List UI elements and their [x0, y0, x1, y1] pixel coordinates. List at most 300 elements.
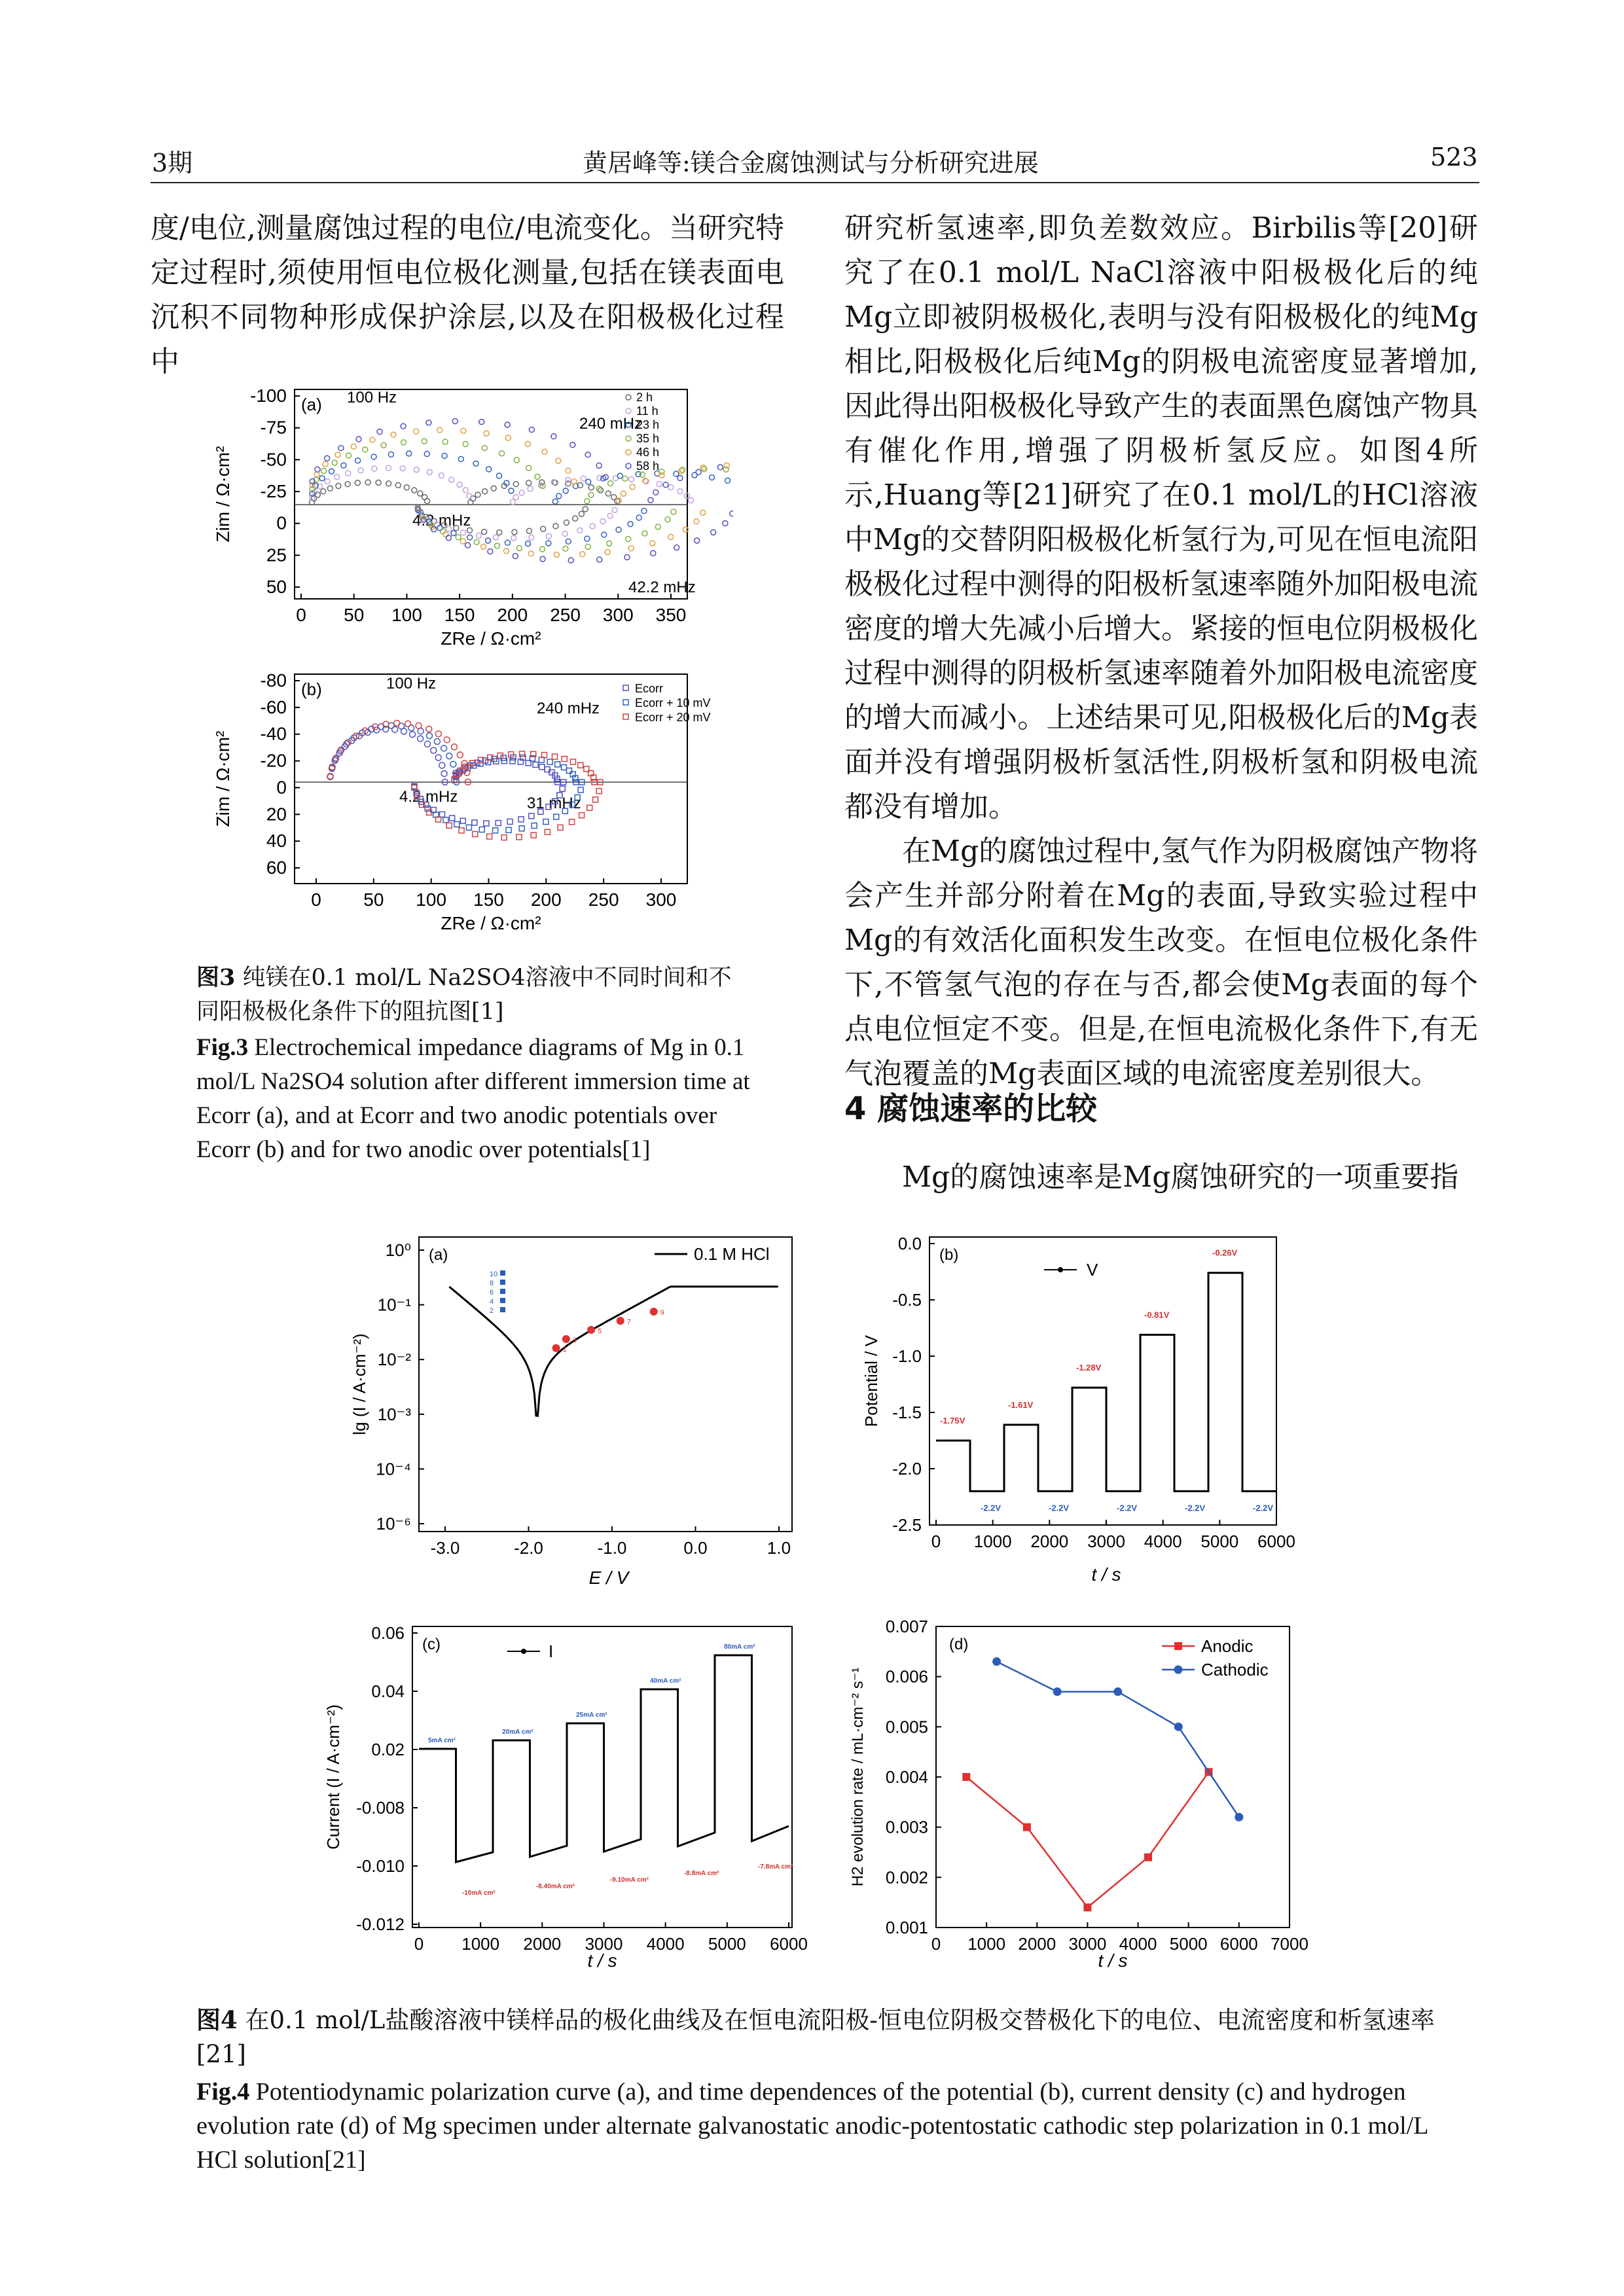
data-point — [467, 493, 472, 499]
data-point — [671, 509, 676, 514]
data-point — [573, 516, 578, 521]
marker-point — [587, 1326, 595, 1334]
fig4b-ylabel: Potential / V — [861, 1335, 881, 1427]
y-tick-label: 0.007 — [885, 1617, 928, 1636]
data-point — [507, 819, 513, 824]
fig4b-xlabel: t / s — [1091, 1564, 1121, 1585]
data-point — [659, 473, 664, 478]
data-point — [372, 466, 377, 471]
data-point — [529, 535, 534, 540]
marker-point — [617, 1317, 624, 1325]
data-point — [585, 544, 590, 549]
y-tick-label: 10⁻¹ — [377, 1295, 411, 1315]
data-point — [473, 461, 478, 466]
data-point — [460, 530, 465, 535]
data-point — [552, 773, 558, 778]
data-point — [568, 558, 573, 563]
data-point-anodic — [1023, 1823, 1031, 1831]
y-tick-label: -100 — [249, 386, 287, 406]
data-point — [404, 485, 409, 490]
data-point — [418, 736, 424, 742]
fig3b-ann-240mhz: 240 mHz — [537, 700, 600, 717]
data-point — [612, 507, 617, 512]
data-point — [505, 540, 510, 545]
data-point — [628, 522, 633, 527]
data-point — [529, 427, 534, 432]
x-tick-label: 0.0 — [683, 1538, 708, 1558]
y-tick-label: 40 — [266, 831, 287, 852]
data-point — [512, 529, 517, 535]
fig4a-chart — [347, 1224, 805, 1597]
data-point — [496, 820, 501, 825]
fig4d-panel: (d) — [949, 1636, 969, 1653]
data-point — [626, 536, 631, 541]
y-tick-label: 0.003 — [885, 1817, 928, 1837]
data-point — [394, 721, 400, 726]
x-tick-label: 5000 — [1169, 1934, 1208, 1954]
data-point — [516, 834, 522, 840]
data-point — [381, 442, 386, 448]
legend-label: Anodic — [1201, 1636, 1254, 1656]
data-point — [503, 548, 509, 554]
data-point — [487, 834, 492, 839]
fig4b-legend: V — [1087, 1260, 1098, 1280]
data-point — [700, 465, 706, 470]
x-tick-label: 150 — [473, 889, 504, 910]
fig4a-panel: (a) — [429, 1246, 448, 1264]
data-point — [452, 419, 458, 424]
data-point — [725, 478, 731, 483]
data-point — [600, 518, 605, 524]
data-point — [583, 507, 588, 512]
x-tick-label: 4000 — [646, 1934, 685, 1954]
data-point — [677, 489, 683, 494]
inset-marker — [500, 1307, 505, 1312]
inset-label: 10 — [490, 1270, 498, 1278]
inset-marker — [500, 1280, 505, 1285]
x-tick-label: 50 — [344, 605, 365, 625]
data-point — [597, 557, 602, 562]
data-point — [321, 468, 327, 473]
y-tick-label: -20 — [260, 750, 287, 771]
data-point — [506, 827, 511, 833]
data-point — [474, 539, 479, 545]
x-tick-label: 7000 — [1271, 1934, 1308, 1954]
inset-label: 4 — [490, 1298, 494, 1306]
y-tick-label: 0.005 — [885, 1717, 928, 1737]
y-tick-label: 0.006 — [885, 1666, 928, 1687]
inset-label: 2 — [490, 1307, 494, 1315]
y-tick-label: -0.5 — [892, 1290, 922, 1310]
x-tick-label: 350 — [655, 605, 687, 625]
data-point-cathodic — [1053, 1687, 1062, 1696]
data-point — [443, 817, 448, 823]
data-point — [511, 535, 516, 541]
data-point — [395, 482, 401, 488]
data-point — [624, 554, 630, 560]
fig3a-panel: (a) — [301, 395, 322, 414]
step-label: -0.81V — [1144, 1310, 1170, 1320]
data-point-anodic — [962, 1773, 970, 1781]
y-tick-label: -0.008 — [356, 1798, 405, 1818]
data-point — [723, 520, 728, 526]
legend-label: 46 h — [636, 446, 660, 459]
data-point — [472, 820, 477, 825]
data-point — [466, 825, 471, 830]
data-point — [560, 786, 565, 791]
data-point — [338, 446, 344, 451]
data-point — [355, 480, 360, 486]
data-point — [564, 520, 569, 525]
data-point — [334, 475, 340, 480]
y-tick-label: 10⁻³ — [377, 1404, 411, 1424]
marker-point — [650, 1308, 658, 1316]
data-point — [585, 452, 590, 457]
right-paragraph-2: 在Mg的腐蚀过程中,氢气作为阴极腐蚀产物将会产生并部分附着在Mg的表面,导致实验过程中Mg的有效活化面积发生改变。在恒电位极化条件下,不管氢气泡的存在与否,都会使Mg表面的每个点电位恒定不变。但是,在恒电流极化条件下,有无气泡覆盖的Mg表面区域的电流密度差别很大。 — [844, 834, 1478, 1090]
x-tick-label: 6000 — [1219, 1934, 1258, 1954]
x-tick-label: 5000 — [1200, 1532, 1239, 1551]
fig4d-ylabel: H2 evolution rate / mL·cm⁻² s⁻¹ — [849, 1667, 867, 1887]
y-tick-label: 50 — [266, 577, 287, 597]
y-tick-label: 0.04 — [371, 1681, 405, 1701]
step-label: -1.75V — [940, 1416, 965, 1426]
anodic-label: 25mA cm² — [576, 1712, 607, 1719]
x-tick-label: 300 — [602, 605, 634, 625]
data-point — [526, 541, 531, 546]
legend-label: Ecorr + 20 mV — [635, 711, 711, 724]
y-tick-label: 0.06 — [371, 1623, 405, 1643]
data-point — [608, 481, 613, 486]
y-tick-label: 10⁻⁴ — [376, 1459, 411, 1479]
data-point — [570, 442, 575, 448]
data-point — [371, 454, 376, 459]
data-point — [665, 517, 670, 522]
fig4a-legend: 0.1 M HCl — [694, 1244, 770, 1264]
data-point — [435, 755, 441, 761]
data-point — [513, 482, 518, 487]
marker-label: 9 — [660, 1309, 664, 1318]
data-point — [494, 535, 499, 540]
data-point — [668, 485, 674, 490]
data-point — [444, 737, 450, 743]
data-point — [435, 731, 441, 737]
fig4c-chart — [314, 1613, 825, 1980]
data-point — [651, 550, 656, 556]
data-point — [539, 547, 545, 552]
data-point — [473, 831, 478, 836]
data-point — [571, 479, 577, 484]
data-point — [562, 531, 568, 537]
y-tick-label: -80 — [260, 670, 287, 691]
data-point — [418, 491, 423, 496]
cathodic-label: -10mA cm² — [461, 1890, 496, 1897]
data-point — [329, 469, 334, 474]
data-point — [668, 534, 674, 539]
data-point — [554, 814, 559, 819]
data-point — [616, 527, 621, 532]
data-point — [439, 762, 445, 768]
data-point — [439, 473, 444, 478]
inset-marker — [500, 1289, 505, 1294]
legend-marker — [1174, 1666, 1183, 1674]
data-point — [424, 452, 429, 457]
data-point — [497, 529, 502, 535]
data-point-anodic — [1083, 1903, 1091, 1911]
data-point — [526, 465, 532, 471]
data-point — [467, 535, 473, 540]
y-tick-label: 0.0 — [897, 1234, 922, 1253]
fig4-caption-cn: 图4 在0.1 mol/L盐酸溶液中镁样品的极化曲线及在恒电流阳极-恒电位阴极交替极化下的电位、电流密度和析氢速率[21] — [196, 2005, 1435, 2068]
fig4a-xlabel: E / V — [588, 1568, 629, 1588]
legend-marker — [626, 450, 631, 455]
data-point — [386, 481, 391, 486]
marker-label: 7 — [626, 1318, 631, 1326]
data-point — [484, 431, 489, 436]
fig3b-ylabel: Zim / Ω·cm² — [213, 730, 233, 827]
y-tick-label: 10⁰ — [385, 1240, 411, 1260]
data-point — [345, 740, 351, 745]
legend-label: Ecorr — [635, 682, 664, 695]
data-point — [479, 827, 484, 832]
data-point — [585, 536, 590, 541]
data-point — [543, 819, 549, 825]
legend-marker — [626, 463, 631, 469]
x-tick-label: 1000 — [461, 1934, 500, 1954]
data-point — [657, 482, 662, 487]
anodic-label: 40mA cm² — [650, 1677, 681, 1685]
data-point — [499, 451, 505, 456]
fig4d-chart — [844, 1613, 1316, 1980]
y-tick-label: 0 — [276, 777, 287, 798]
data-point — [391, 432, 396, 437]
inset-label: 8 — [490, 1280, 494, 1287]
data-point — [456, 535, 461, 540]
data-point — [425, 741, 431, 747]
y-tick-label: 0.002 — [885, 1867, 928, 1888]
fig3a-ylabel: Zim / Ω·cm² — [213, 446, 233, 543]
data-point — [405, 721, 411, 726]
anodic-label: 5mA cm² — [428, 1737, 456, 1744]
y-tick-label: 0 — [276, 512, 287, 533]
cathodic-label: -7.8mA cm² — [757, 1863, 793, 1871]
data-point — [587, 805, 592, 810]
data-point — [730, 511, 733, 516]
data-point — [422, 439, 427, 444]
data-point — [457, 482, 462, 487]
data-point — [532, 823, 537, 828]
x-tick-label: 0 — [931, 1934, 941, 1954]
right-paragraph-1: 研究析氢速率,即负差数效应。Birbilis等[20]研究了在0.1 mol/L NaCl溶液中阳极极化后的纯Mg立即被阴极极化,表明与没有阳极极化的纯Mg相比,阳极极化后纯Mg的阴极电流密度显著增加,因此得出阳极极化导致产生的表面黑色腐蚀产物具有催化作用,增强了阴极析氢反应。如图4所示,Huang等[21]研究了在0.1 mol/L的HCl溶液中Mg的交替阴阳极极化析氢行为,可见在恒电流阳极极化过程中测得的阳极析氢速率随外加阳极电流密度的增大先减小后增大。紧接的恒电位阴极极化过程中测得的阴极析氢速率随着外加阳极电流密度的增大而减小。上述结果可见,阳极极化后的Mg表面并没有增强阴极析氢活性,阴极析氢和阴极电流都没有增加。 — [844, 211, 1478, 823]
data-point — [628, 476, 634, 482]
data-point — [484, 821, 489, 826]
data-point — [460, 539, 465, 544]
y-tick-label: -60 — [260, 696, 287, 717]
data-point — [377, 429, 382, 435]
data-point — [327, 486, 333, 491]
data-point — [679, 469, 684, 474]
data-point — [392, 726, 398, 732]
data-point — [463, 488, 468, 493]
data-point — [630, 484, 635, 490]
data-point — [605, 549, 610, 554]
x-tick-label: 1000 — [967, 1934, 1006, 1954]
data-point — [581, 476, 586, 481]
x-tick-label: 300 — [645, 889, 677, 910]
y-tick-label: 0.004 — [885, 1767, 928, 1787]
data-point — [528, 486, 533, 492]
data-point — [431, 747, 437, 753]
data-point — [642, 531, 647, 536]
data-point — [578, 762, 583, 768]
data-point — [482, 445, 487, 450]
data-point — [696, 469, 701, 475]
header-title: 黄居峰等:镁合金腐蚀测试与分析研究进展 — [583, 149, 1039, 177]
data-point — [628, 546, 634, 551]
x-tick-label: 50 — [363, 889, 384, 910]
data-point — [401, 440, 406, 445]
data-point — [513, 554, 518, 559]
data-point — [401, 423, 406, 429]
x-tick-label: 4000 — [1144, 1532, 1182, 1551]
data-point — [514, 457, 519, 463]
x-tick-label: 5000 — [708, 1934, 746, 1954]
data-point — [425, 806, 430, 811]
x-tick-label: 6000 — [1257, 1532, 1295, 1551]
data-point — [513, 495, 518, 500]
data-point — [482, 529, 487, 535]
data-point — [410, 732, 416, 738]
data-point — [480, 544, 486, 549]
data-point — [319, 476, 325, 481]
data-point — [358, 468, 363, 473]
x-tick-label: 150 — [444, 605, 475, 625]
data-point — [540, 484, 545, 489]
data-point — [590, 524, 595, 529]
data-point-cathodic — [992, 1657, 1001, 1666]
data-point — [653, 490, 659, 495]
fig3b-ann-31mhz: 31 mHz — [527, 795, 581, 812]
data-point — [477, 533, 482, 538]
cathodic-label: -9.10mA cm² — [609, 1876, 649, 1884]
y-tick-label: -50 — [260, 449, 287, 470]
data-point — [325, 478, 330, 484]
data-point — [475, 492, 480, 497]
data-point — [519, 826, 524, 831]
data-point — [486, 467, 492, 472]
data-point — [450, 816, 455, 821]
hold-label: -2.2V — [1117, 1503, 1138, 1513]
data-point — [346, 453, 352, 458]
data-point — [621, 491, 626, 496]
marker-label: 3 — [572, 1336, 577, 1344]
y-tick-label: 60 — [266, 857, 287, 878]
data-point — [441, 745, 447, 751]
data-point — [426, 726, 432, 732]
y-tick-label: -75 — [260, 417, 287, 438]
data-point — [414, 467, 419, 473]
data-point — [516, 545, 522, 550]
y-tick-label: -0.012 — [356, 1914, 405, 1934]
hold-label: -2.2V — [1253, 1503, 1274, 1513]
data-point — [555, 762, 560, 767]
fig3a-ann-100hz: 100 Hz — [347, 389, 397, 406]
data-point — [552, 754, 557, 759]
data-point — [545, 829, 550, 834]
data-point — [566, 468, 571, 473]
legend-marker — [623, 714, 628, 719]
legend-label: 11 h — [636, 404, 659, 418]
data-point — [641, 509, 647, 514]
data-point — [341, 463, 346, 468]
data-point — [442, 439, 448, 444]
fig3-caption-cn: 图3 纯镁在0.1 mol/L Na2SO4溶液中不同时间和不同阳极极化条件下的阻抗图[1] — [196, 964, 732, 1025]
data-point — [546, 541, 551, 546]
data-point — [570, 759, 575, 764]
data-point — [426, 733, 432, 739]
fig3b-xlabel: ZRe / Ω·cm² — [441, 913, 541, 933]
data-point — [579, 511, 584, 516]
x-tick-label: 0 — [931, 1532, 941, 1551]
data-point — [586, 479, 591, 484]
data-point — [623, 476, 628, 481]
y-tick-label: -2.0 — [892, 1459, 922, 1479]
data-point — [363, 447, 368, 452]
fig4b-panel: (b) — [939, 1246, 959, 1264]
data-point — [602, 532, 607, 537]
data-point — [451, 744, 457, 750]
data-point — [459, 828, 464, 833]
legend-marker — [623, 685, 628, 691]
legend-marker — [1174, 1642, 1182, 1650]
data-point — [556, 493, 562, 499]
data-point — [542, 449, 547, 454]
data-point — [449, 477, 454, 482]
y-tick-label: 0.001 — [885, 1918, 928, 1937]
data-point — [412, 488, 417, 493]
hold-label: -2.2V — [1185, 1503, 1206, 1513]
marker-label: 5 — [598, 1327, 602, 1335]
fig4a-ylabel: lg (I / A·cm⁻²) — [350, 1333, 369, 1435]
x-tick-label: 1.0 — [767, 1538, 791, 1558]
fig4b-chart — [844, 1224, 1303, 1597]
marker-point — [562, 1335, 570, 1343]
legend-label: Cathodic — [1201, 1660, 1269, 1679]
data-point — [556, 458, 561, 463]
data-point — [710, 475, 715, 480]
data-point — [482, 489, 488, 494]
anodic-label: 20mA cm² — [502, 1729, 533, 1736]
x-tick-label: 2000 — [523, 1934, 562, 1954]
x-tick-label: 0 — [296, 605, 306, 625]
data-point — [321, 489, 326, 494]
y-tick-label: -40 — [260, 723, 287, 744]
data-point — [427, 469, 432, 475]
y-tick-label: -25 — [260, 481, 287, 501]
data-point — [460, 818, 465, 823]
legend-marker — [626, 395, 631, 400]
data-point — [539, 764, 545, 770]
data-point — [579, 813, 585, 818]
data-point — [457, 752, 463, 758]
data-point-cathodic — [1235, 1813, 1243, 1821]
data-point — [414, 429, 419, 434]
data-point — [588, 485, 594, 490]
data-point — [450, 761, 456, 767]
step-label: -0.26V — [1212, 1247, 1238, 1258]
data-point — [501, 835, 507, 840]
data-point — [388, 452, 393, 457]
series-line-anodic — [966, 1772, 1208, 1907]
